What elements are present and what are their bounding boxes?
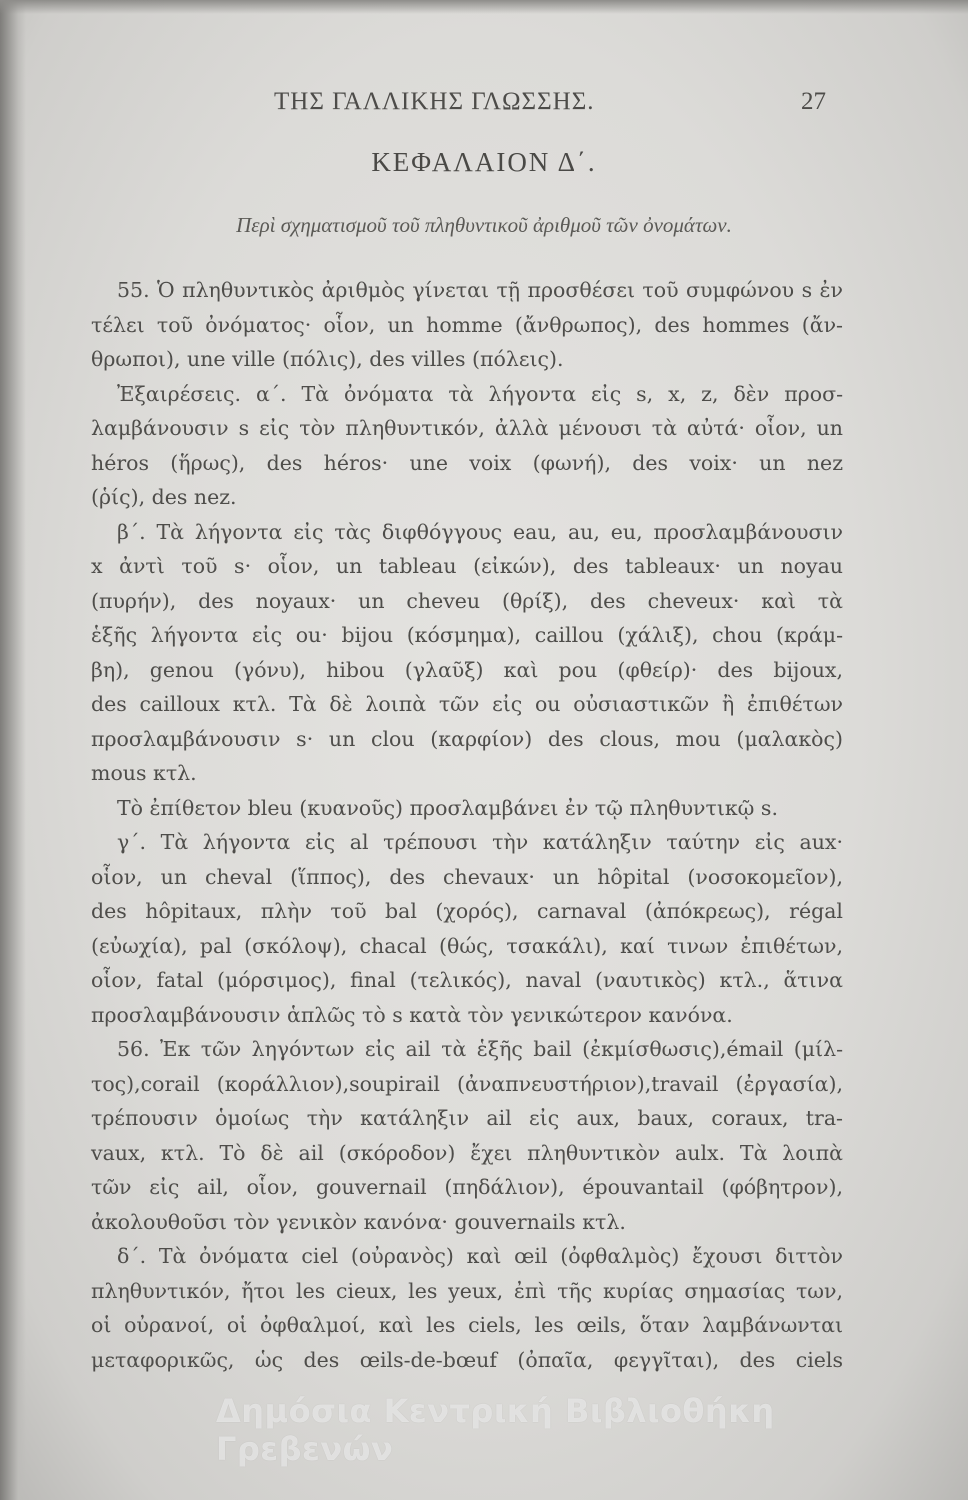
text-line: πληθυντικόν, ἤτοι les cieux, les yeux, ἐπὶ τῆς κυρίας σημασίας των, [91,1278,843,1303]
page-number: 27 [801,88,826,115]
library-watermark: Δημόσια Κεντρική Βιβλιοθήκη Γρεβενών [216,1392,775,1468]
text-line: x ἀντὶ τοῦ s· οἷον, un tableau (εἰκών), des tableaux· un noyau [91,554,843,578]
text-line: προσλαμβάνουσιν s· un clou (καρφίον) des clous, mou (μαλακὸς) [91,726,843,751]
text-line: mous κτλ. [91,761,197,785]
running-title: ΤΗΣ ΓΑΛΛΙΚΗΣ ΓΛΩΣΣΗΣ. [274,88,595,115]
text-line: γ΄. Τὰ λήγοντα εἰς al τρέπουσι τὴν κατάληξιν ταύτην εἰς aux· [117,830,843,854]
text-line: τέλει τοῦ ὀνόματος· οἷον, un homme (ἄνθρωπος), des hommes (ἄν- [91,312,843,337]
page-top-shadow [0,0,968,14]
text-line: β΄. Τὰ λήγοντα εἰς τὰς διφθόγγους eau, au, eu, προσλαμβάνουσιν [117,519,843,544]
text-line: λαμβάνουσιν s εἰς τὸν πληθυντικόν, ἀλλὰ μένουσι τὰ αὐτά· οἷον, un [91,416,843,440]
text-line: δ΄. Τὰ ὀνόματα ciel (οὐρανὸς) καὶ œil (ὀφθαλμὸς) ἔχουσι διττὸν [117,1244,843,1268]
text-line: (εὐωχία), pal (σκόλοψ), chacal (θώς, τσακάλι), καί τινων ἐπιθέτων, [91,933,843,958]
text-line: des cailloux κτλ. Τὰ δὲ λοιπὰ τῶν εἰς ou οὐσιαστικῶν ἢ ἐπιθέτων [91,692,843,716]
text-line: ἀκολουθοῦσι τὸν γενικὸν κανόνα· gouvernails κτλ. [91,1209,626,1234]
text-line: Ἐξαιρέσεις. α΄. Τὰ ὀνόματα τὰ λήγοντα εἰς s, x, z, δὲν προσ- [117,381,843,406]
text-line: 56. Ἐκ τῶν λη‍γόντων εἰς ail τὰ ἑξῆς bail (ἐκμίσθωσις),émail (μίλ- [117,1037,843,1061]
chapter-title: ΚΕΦΑΛΑΙΟΝ Δ΄. [371,147,597,177]
text-line: οἱ οὐρανοί, οἱ ὀφθαλμοί, καὶ les ciels, les œils, ὅταν λαμβάνωνται [91,1313,843,1337]
text-line: τρέπουσιν ὁμοίως τὴν κατάληξιν ail εἰς aux, baux, coraux, tra- [91,1106,843,1130]
text-line: des hôpitaux, πλὴν τοῦ bal (χορός), carnaval (ἀπόκρεως), régal [91,899,843,923]
text-line: vaux, κτλ. Τὸ δὲ ail (σκόροδον) ἔχει πληθυντικὸν aulx. Τὰ λοιπὰ [91,1140,843,1165]
text-line: héros (ἥρως), des héros· une voix (φωνή), des voix· un nez [91,450,843,475]
text-line: βη), genou (γόνυ), hibou (γλαῦξ) καὶ pou (φθείρ)· des bijoux, [91,657,843,682]
text-line: τῶν εἰς ail, οἷον, gouvernail (πηδάλιον), épouvantail (φόβητρον), [91,1175,843,1199]
text-line: Τὸ ἐπίθετον bleu (κυανοῦς) προσλαμβάνει ἐν τῷ πληθυντικῷ s. [117,795,778,820]
text-line: μεταφορικῶς, ὡς des œils-de-bœuf (ὀπαῖα, φεγγῖται), des ciels [91,1347,843,1372]
chapter-subtitle: Περὶ σχηματισμοῦ τοῦ πληθυντικοῦ ἀριθμοῦ τῶν ὀνομάτων. [236,213,732,237]
text-line: (πυρήν), des noyaux· un cheveu (θρίξ), des cheveux· καὶ τὰ [91,588,843,613]
text-line: οἷον, un cheval (ἵππος), des chevaux· un hôpital (νοσοκομεῖον), [91,864,843,889]
text-line: τος),corail (κοράλλιον),soupirail (ἀναπνευστήριον),travail (ἐργασία), [91,1071,843,1096]
text-line: θρωποι), une ville (πόλις), des villes (πόλεις). [91,347,564,371]
text-line: οἷον, fatal (μόρσιμος), final (τελικός), naval (ναυτικὸς) κτλ., ἅτινα [91,968,843,992]
text-line: προσλαμβάνουσιν ἁπλῶς τὸ s κατὰ τὸν γενικώτερον κανόνα. [91,1002,733,1027]
text-line: 55. Ὁ πληθυντικὸς ἀριθμὸς γίνεται τῇ προσθέσει τοῦ συμφώνου s ἐν [117,278,843,302]
text-line: ἑξῆς λήγοντα εἰς ou· bijou (κόσμημα), caillou (χάλιξ), chou (κράμ- [91,623,843,647]
page-header [0,88,968,128]
text-line: (ῥίς), des nez. [91,485,237,509]
